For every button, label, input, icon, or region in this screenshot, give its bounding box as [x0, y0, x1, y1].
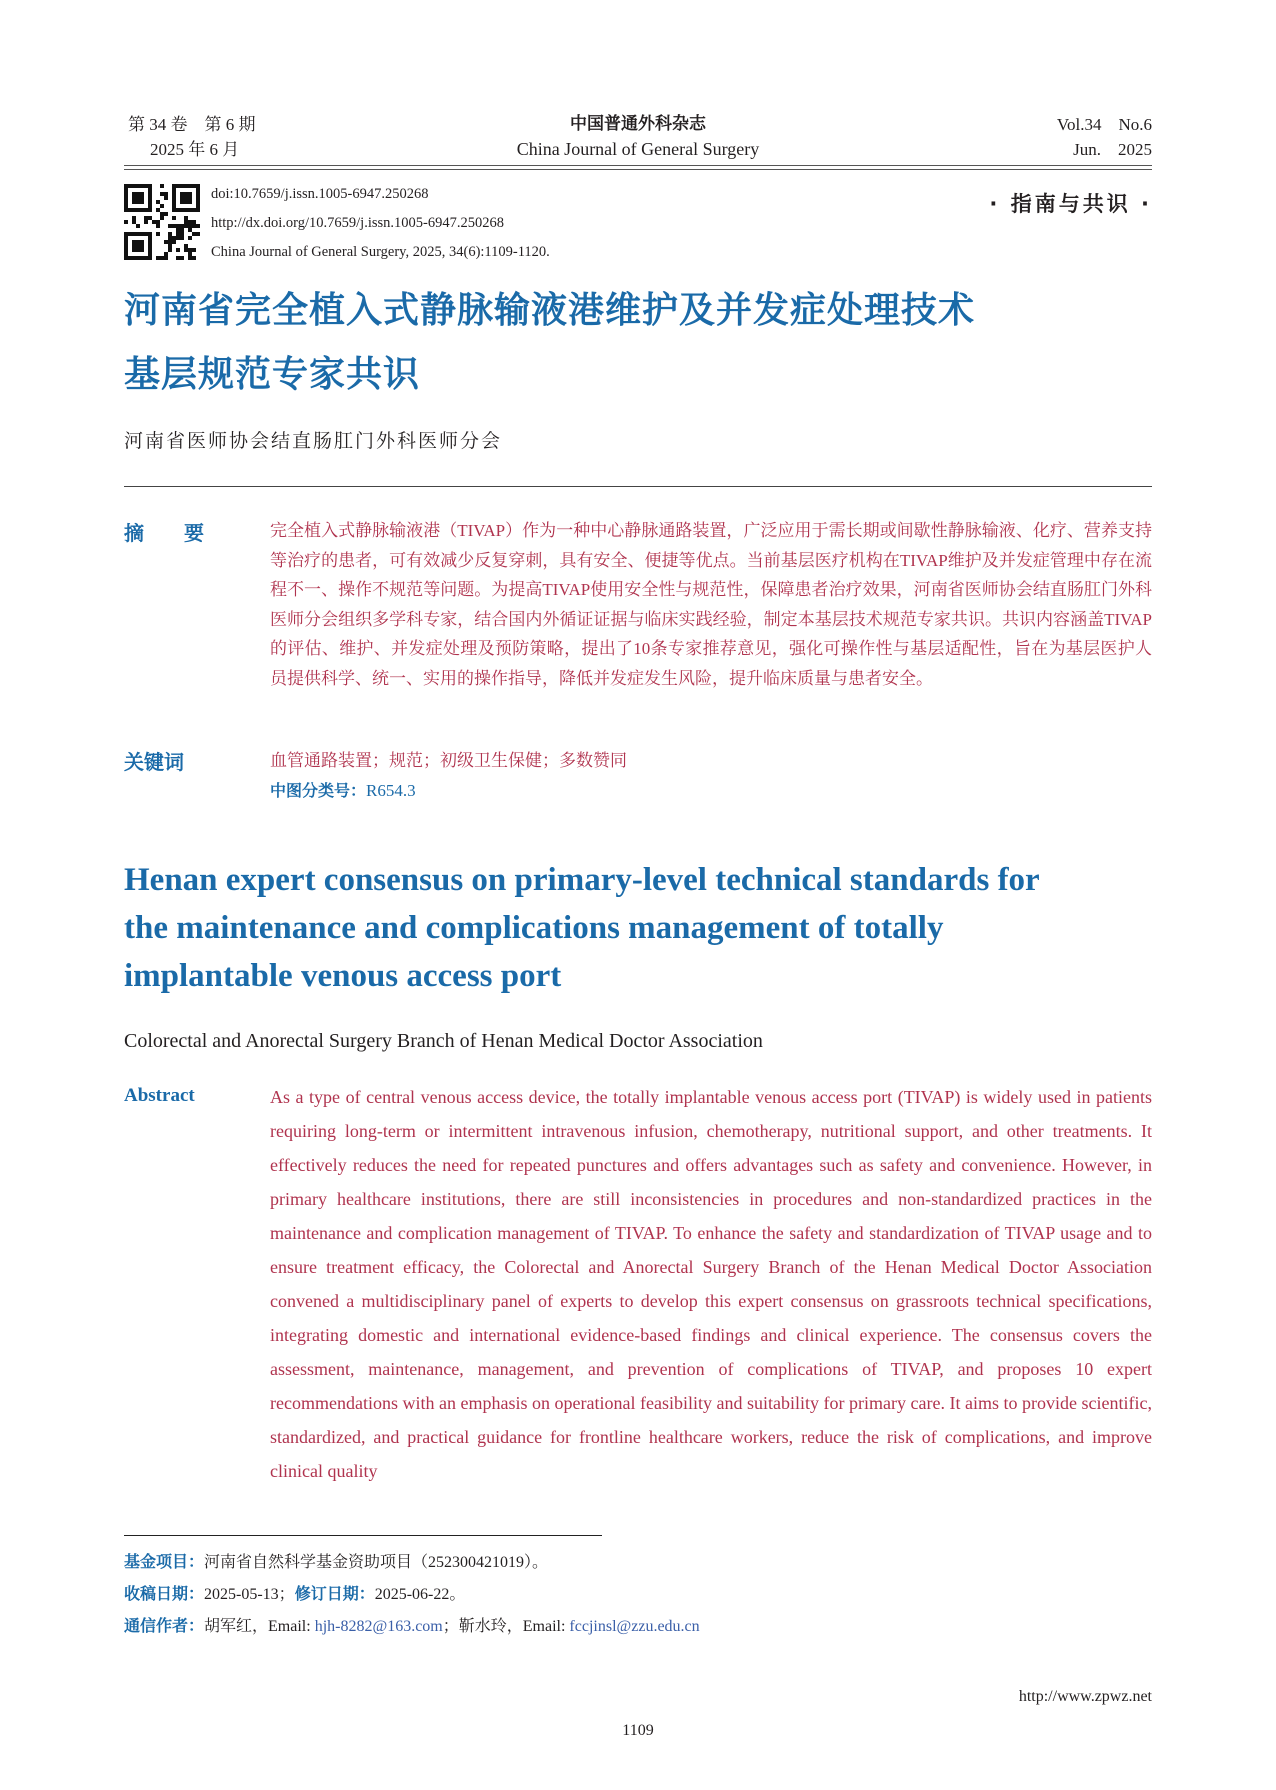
header-journal-en: China Journal of General Surgery: [516, 139, 760, 159]
doi-block: [211, 180, 550, 267]
date-line: [124, 1580, 700, 1608]
journal-url-link[interactable]: http://www.zpwz.net: [1018, 1688, 1152, 1705]
footnote-rule: [124, 1535, 602, 1536]
en-title: [124, 856, 1040, 1000]
corresponding-author-1: 胡军红，Email:: [204, 1618, 315, 1635]
fund-line: [124, 1548, 700, 1576]
header-rule-top: [124, 165, 1152, 166]
en-abstract-label: Abstract: [124, 1085, 195, 1106]
header-journal-cn: 中国普通外科杂志: [570, 114, 706, 134]
corresponding-label: 通信作者：: [124, 1616, 205, 1635]
header-journal-name: [438, 112, 838, 162]
qr-code-icon: [124, 184, 200, 260]
corresponding-line: [124, 1612, 700, 1640]
en-abstract-text: As a type of central venous access device, the totally implantable venous access port (TIVAP) is widely used in patients requiring long-term or intermittent intravenous infusion, chemotherapy, nutritional support, and other treatments. It effectively reduces the need for repeated punctures and offers advantages such as safety and convenience. However, in primary healthcare institutions, there are still inconsistencies in procedures and non-standardized practices in the maintenance and complication management of TIVAP. To enhance the safety and standardization of TIVAP usage and to ensure treatment efficacy, the Colorectal and Anorectal Surgery Branch of the Henan Medical Doctor Association convened a multidisciplinary panel of experts to develop this expert consensus on grassroots technical specifications, integrating domestic and international evidence-based findings and clinical experience. The consensus covers the assessment, maintenance, management, and prevention of complications of TIVAP, and proposes 10 expert recommendations with an emphasis on operational feasibility and suitability for primary care. It aims to provide scientific, standardized, and practical guidance for frontline healthcare workers, reduce the risk of complications, and improve clinical quality: [270, 1087, 1152, 1481]
cn-abstract-label: 摘 要: [124, 521, 214, 545]
fund-text: 河南省自然科学基金资助项目（252300421019）。: [204, 1554, 549, 1571]
classification: [270, 778, 416, 801]
footnotes: [124, 1548, 700, 1640]
revised-date: 2025-06-22。: [374, 1586, 466, 1603]
citation-line: China Journal of General Surgery, 2025, 34(6):1109-1120.: [211, 244, 550, 260]
classification-label: 中图分类号：: [270, 781, 367, 800]
doi-url-link[interactable]: http://dx.doi.org/10.7659/j.issn.1005-6947.250268: [211, 215, 504, 231]
classification-value: R654.3: [366, 781, 416, 800]
page-number: 1109: [622, 1722, 654, 1739]
section-tag: · 指南与共识 ·: [989, 192, 1152, 216]
received-label: 收稿日期：: [124, 1584, 205, 1603]
header-month-line: Jun. 2025: [1073, 140, 1152, 159]
cn-title-line1: 河南省完全植入式静脉输液港维护及并发症处理技术: [124, 290, 976, 331]
fund-label: 基金项目：: [124, 1552, 205, 1571]
cn-abstract-text: 完全植入式静脉输液港（TIVAP）作为一种中心静脉通路装置，广泛应用于需长期或间歇性静脉输液、化疗、营养支持等治疗的患者，可有效减少反复穿刺，具有安全、便捷等优点。当前基层医疗机构在TIVAP维护及并发症管理中存在流程不一、操作不规范等问题。为提高TIVAP使用安全性与规范性，保障患者治疗效果，河南省医师协会结直肠肛门外科医师分会组织多学科专家，结合国内外循证证据与临床实践经验，制定本基层技术规范专家共识。共识内容涵盖TIVAP的评估、维护、并发症处理及预防策略，提出了10条专家推荐意见，强化可操作性与基层适配性，旨在为基层医护人员提供科学、统一、实用的操作指导，降低并发症发生风险，提升临床质量与患者安全。: [270, 521, 1152, 688]
corresponding-author-2: ；靳水玲，Email:: [442, 1618, 570, 1635]
cn-keywords-label: 关键词: [124, 750, 184, 774]
cn-keywords-text: 血管通路装置；规范；初级卫生保健；多数赞同: [270, 751, 627, 770]
header-volume-line: 第 34 卷 第 6 期: [128, 115, 256, 134]
header-rule-bottom: [124, 169, 1152, 170]
en-affiliation: Colorectal and Anorectal Surgery Branch of Henan Medical Doctor Association: [124, 1030, 763, 1052]
cn-title: [124, 282, 975, 404]
en-title-line1: Henan expert consensus on primary-level technical standards for: [124, 862, 1040, 898]
cn-affiliation: 河南省医师协会结直肠肛门外科医师分会: [124, 431, 503, 452]
title-divider: [124, 486, 1152, 487]
header-vol-no: [1057, 112, 1152, 162]
email-link-2[interactable]: fccjinsl@zzu.edu.cn: [569, 1618, 700, 1635]
doi-line: doi:10.7659/j.issn.1005-6947.250268: [211, 186, 429, 202]
revised-label: 修订日期：: [294, 1584, 375, 1603]
cn-title-line2: 基层规范专家共识: [124, 354, 421, 395]
email-link-1[interactable]: hjh-8282@163.com: [314, 1618, 443, 1635]
header-vol-line: Vol.34 No.6: [1056, 115, 1152, 134]
header-volume-issue: [128, 112, 256, 162]
header-date-line: 2025 年 6 月: [150, 140, 240, 159]
en-title-line2: the maintenance and complications management of totally: [124, 910, 944, 946]
received-date: 2025-05-13；: [204, 1586, 295, 1603]
en-title-line3: implantable venous access port: [124, 958, 562, 994]
